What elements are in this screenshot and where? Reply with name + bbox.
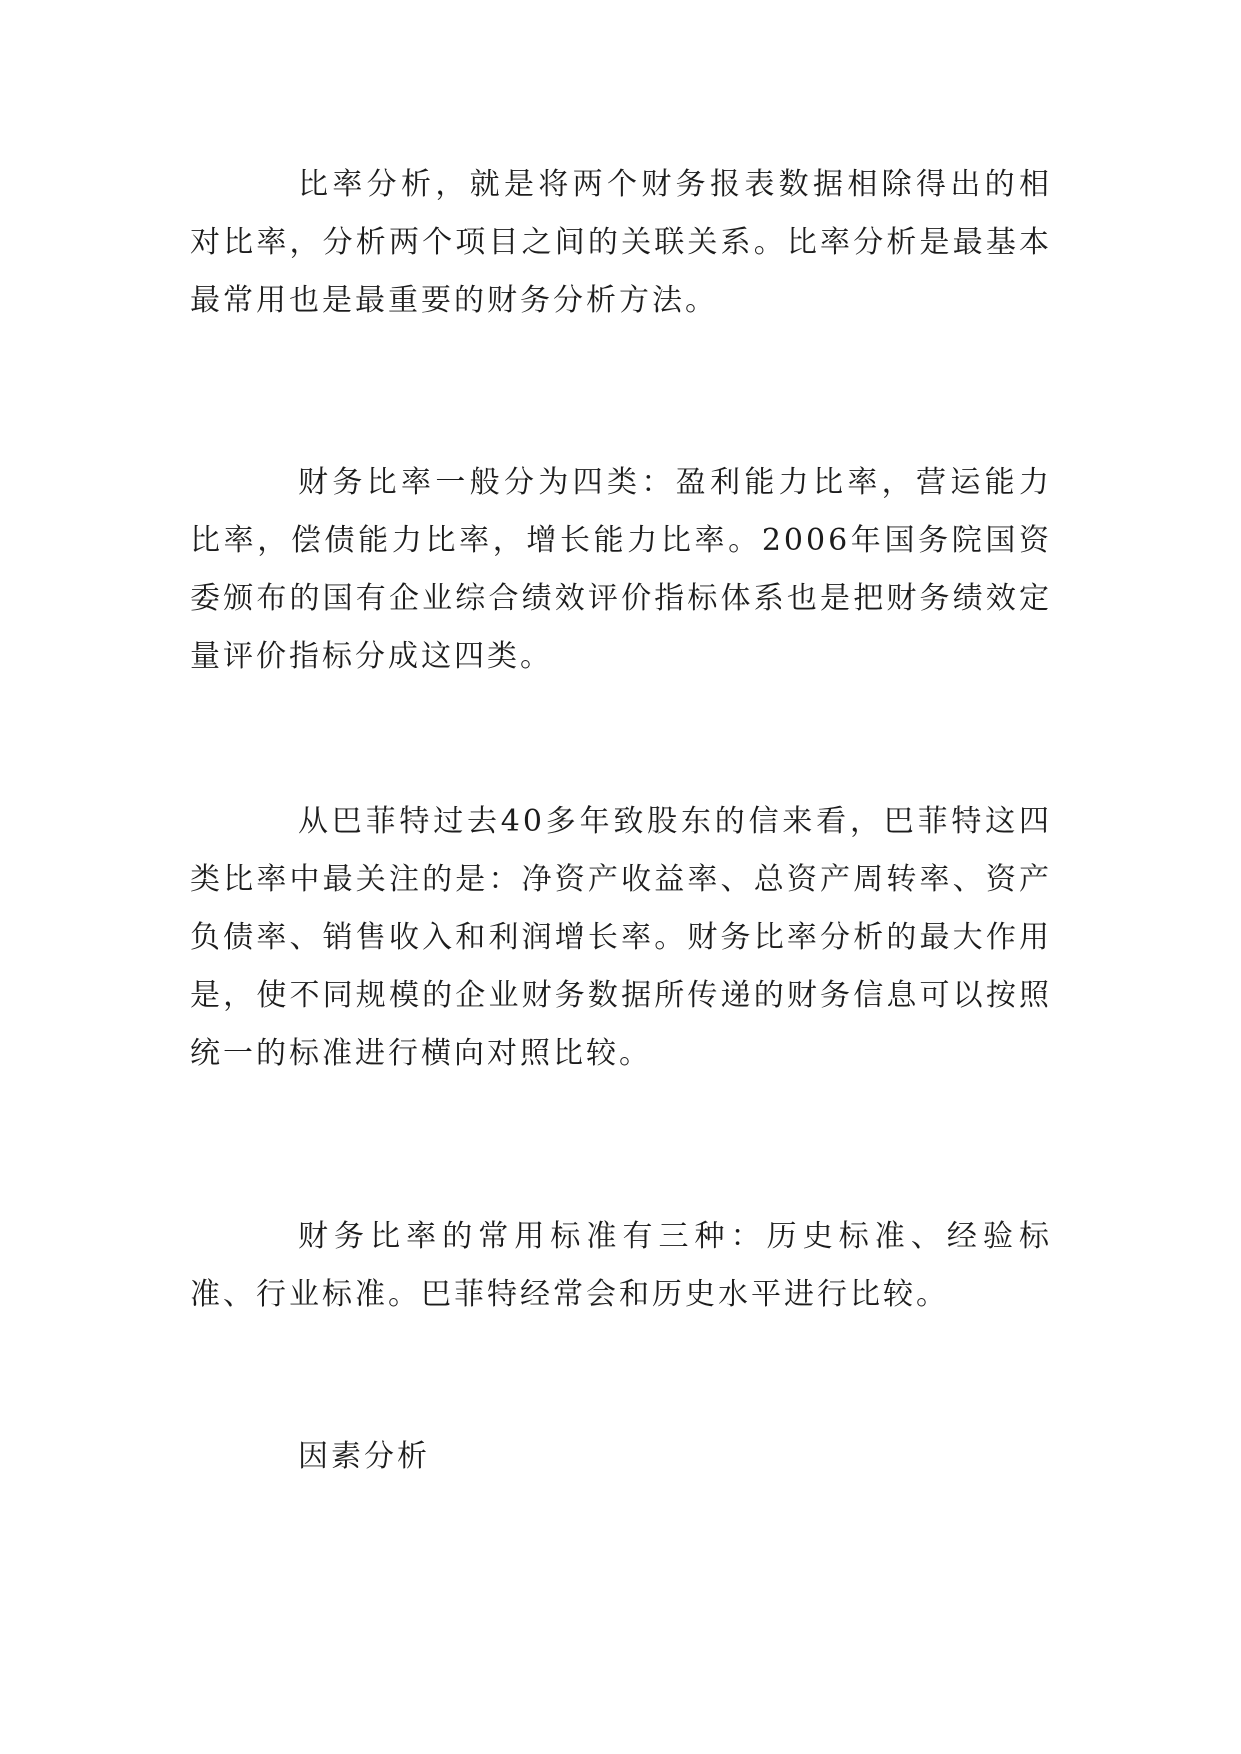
- paragraph-buffett-focus: 从巴菲特过去40多年致股东的信来看，巴菲特这四类比率中最关注的是：净资产收益率、总资产周转率、资产负债率、销售收入和利润增长率。财务比率分析的最大作用是，使不同规模的企业财务数据所传递的财务信息可以按照统一的标准进行横向对照比较。: [190, 804, 1052, 1071]
- paragraph-ratio-analysis: 比率分析，就是将两个财务报表数据相除得出的相对比率，分析两个项目之间的关联关系。比率分析是最基本最常用也是最重要的财务分析方法。: [190, 167, 1052, 318]
- paragraph-ratio-categories: 财务比率一般分为四类：盈利能力比率，营运能力比率，偿债能力比率，增长能力比率。2006年国务院国资委颁布的国有企业综合绩效评价指标体系也是把财务绩效定量评价指标分成这四类。: [190, 465, 1052, 674]
- section-heading-factor-analysis: 因素分析: [298, 1439, 430, 1474]
- paragraph-ratio-standards: 财务比率的常用标准有三种：历史标准、经验标准、行业标准。巴菲特经常会和历史水平进行比较。: [190, 1219, 1052, 1312]
